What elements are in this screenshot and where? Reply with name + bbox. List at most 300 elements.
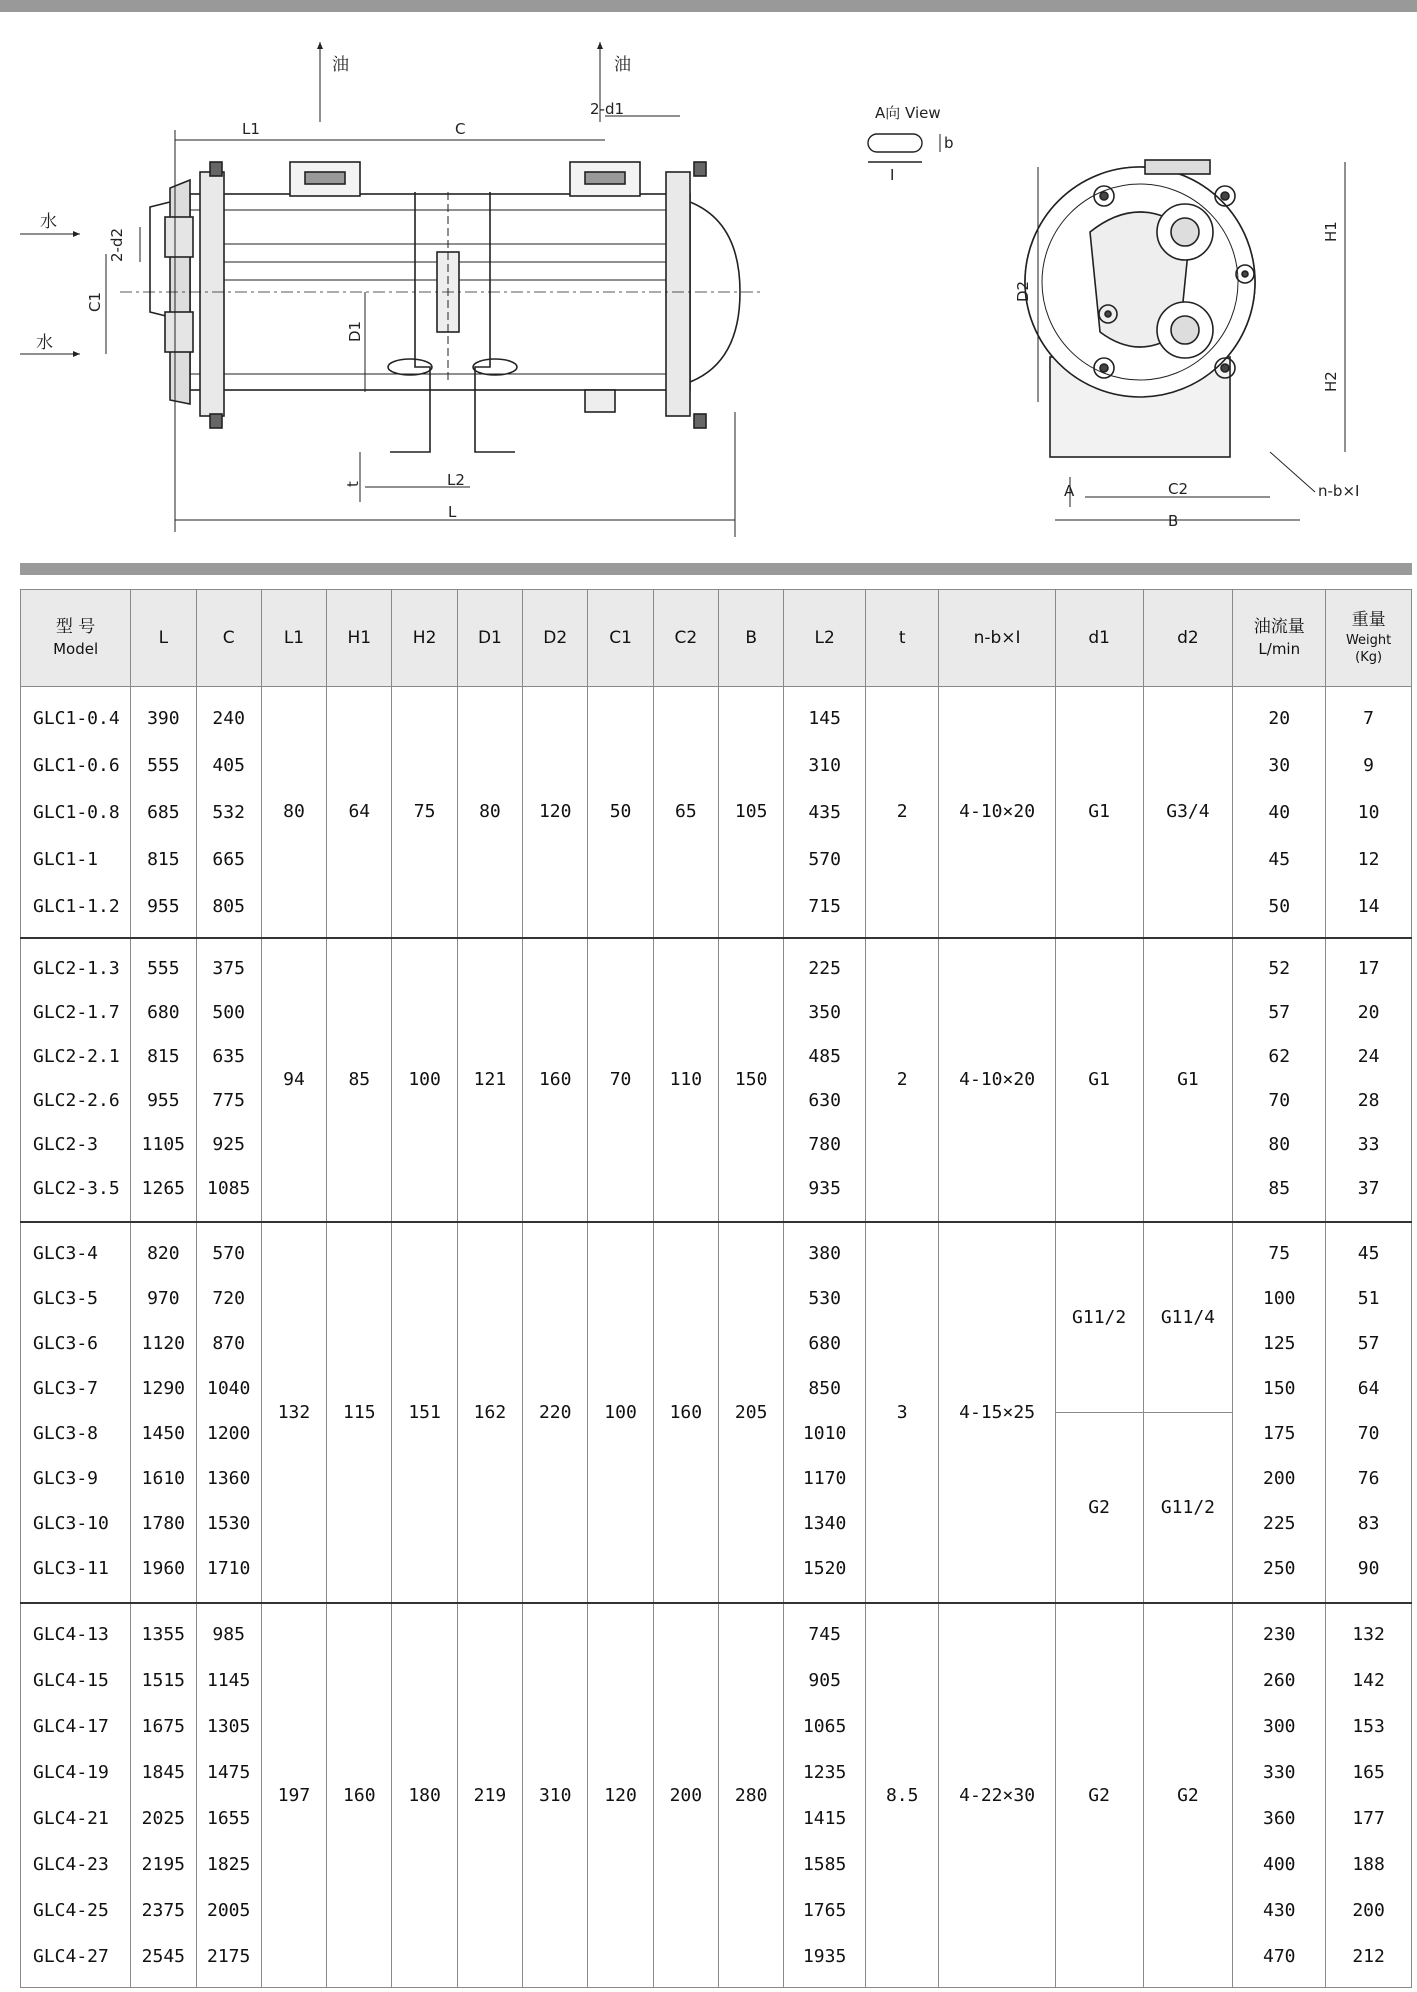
flow-value: 200 bbox=[1263, 1467, 1296, 1489]
weight-cell bbox=[1326, 938, 1412, 1222]
flow-value: 150 bbox=[1263, 1377, 1296, 1399]
D1-cell: 219 bbox=[457, 1603, 522, 1988]
d2-cell: G3/4 bbox=[1143, 687, 1233, 938]
flow-value: 85 bbox=[1268, 1178, 1291, 1199]
L2-value: 1340 bbox=[802, 1512, 847, 1534]
L2-value: 1065 bbox=[802, 1716, 847, 1737]
C1-cell: 100 bbox=[588, 1222, 653, 1603]
table-header-row bbox=[21, 590, 1412, 687]
weight-value: 14 bbox=[1357, 896, 1380, 917]
header-d1: d1 bbox=[1055, 590, 1143, 687]
weight-value: 20 bbox=[1357, 1002, 1380, 1023]
L1-cell: 197 bbox=[261, 1603, 326, 1988]
L-cell bbox=[131, 1222, 196, 1603]
model-group-row bbox=[21, 1603, 1412, 1988]
flow-value: 225 bbox=[1263, 1512, 1296, 1534]
weight-value: 24 bbox=[1357, 1046, 1380, 1067]
model-name: GLC3-5 bbox=[33, 1287, 99, 1309]
header-B: B bbox=[719, 590, 784, 687]
flow-value: 40 bbox=[1268, 802, 1291, 823]
C-value: 870 bbox=[212, 1332, 245, 1354]
model-name: GLC3-9 bbox=[33, 1467, 99, 1489]
L-value: 2545 bbox=[141, 1946, 186, 1967]
D2-cell: 220 bbox=[523, 1222, 588, 1603]
C-value: 375 bbox=[212, 958, 245, 979]
D2-cell: 310 bbox=[523, 1603, 588, 1988]
L2-value: 1935 bbox=[802, 1946, 847, 1967]
model-name: GLC4-17 bbox=[33, 1716, 109, 1737]
L1-cell: 94 bbox=[261, 938, 326, 1222]
L-value: 1105 bbox=[141, 1134, 186, 1155]
weight-value: 12 bbox=[1357, 849, 1380, 870]
d1-value: G2 bbox=[1056, 1412, 1143, 1602]
C1-cell: 120 bbox=[588, 1603, 653, 1988]
L2-value: 850 bbox=[808, 1377, 841, 1399]
header-t: t bbox=[865, 590, 938, 687]
flow-value: 80 bbox=[1268, 1134, 1291, 1155]
d1-cell: G1 bbox=[1055, 938, 1143, 1222]
header-H1: H1 bbox=[327, 590, 392, 687]
cooler-technical-drawing bbox=[0, 12, 1417, 563]
L2-value: 745 bbox=[808, 1624, 841, 1645]
model-name: GLC2-3 bbox=[33, 1134, 99, 1155]
C-value: 665 bbox=[212, 849, 245, 870]
header-model: 型 号 Model bbox=[21, 590, 131, 687]
svg-text:A: A bbox=[1064, 482, 1075, 500]
weight-value: 28 bbox=[1357, 1090, 1380, 1111]
L2-value: 630 bbox=[808, 1090, 841, 1111]
flow-value: 45 bbox=[1268, 849, 1291, 870]
L-value: 1780 bbox=[141, 1512, 186, 1534]
model-name: GLC3-4 bbox=[33, 1242, 99, 1264]
L-value: 390 bbox=[147, 708, 180, 729]
C-value: 1305 bbox=[206, 1716, 251, 1737]
model-name: GLC2-2.1 bbox=[33, 1046, 120, 1067]
L2-value: 1415 bbox=[802, 1808, 847, 1829]
model-name: GLC3-10 bbox=[33, 1512, 109, 1534]
C-value: 635 bbox=[212, 1046, 245, 1067]
C-value: 240 bbox=[212, 708, 245, 729]
flow-value: 300 bbox=[1263, 1716, 1296, 1737]
D2-cell: 160 bbox=[523, 938, 588, 1222]
flow-value: 75 bbox=[1268, 1242, 1291, 1264]
model-name: GLC1-0.4 bbox=[33, 708, 120, 729]
L2-cell bbox=[784, 1603, 866, 1988]
L-value: 555 bbox=[147, 755, 180, 776]
L-value: 1610 bbox=[141, 1467, 186, 1489]
nbI-cell: 4-15×25 bbox=[939, 1222, 1055, 1603]
weight-value: 37 bbox=[1357, 1178, 1380, 1199]
svg-text:B: B bbox=[1168, 512, 1179, 530]
L2-value: 380 bbox=[808, 1242, 841, 1264]
model-name: GLC1-1 bbox=[33, 849, 99, 870]
flow-value: 430 bbox=[1263, 1900, 1296, 1921]
d1-value: G11/2 bbox=[1072, 1306, 1127, 1328]
flow-value: 330 bbox=[1263, 1762, 1296, 1783]
d1-cell bbox=[1055, 1222, 1143, 1603]
weight-value: 76 bbox=[1357, 1467, 1380, 1489]
L2-value: 1170 bbox=[802, 1467, 847, 1489]
nbI-cell: 4-10×20 bbox=[939, 687, 1055, 938]
flow-value: 62 bbox=[1268, 1046, 1291, 1067]
L2-value: 905 bbox=[808, 1670, 841, 1691]
L-value: 955 bbox=[147, 1090, 180, 1111]
flow-value: 20 bbox=[1268, 708, 1291, 729]
model-name: GLC1-0.6 bbox=[33, 755, 120, 776]
models-cell bbox=[21, 687, 131, 938]
L-value: 970 bbox=[147, 1287, 180, 1309]
flow-cell bbox=[1233, 687, 1326, 938]
model-name: GLC3-8 bbox=[33, 1422, 99, 1444]
svg-text:t: t bbox=[344, 481, 362, 487]
svg-text:油: 油 bbox=[332, 55, 349, 75]
L-value: 820 bbox=[147, 1242, 180, 1264]
model-name: GLC1-0.8 bbox=[33, 802, 120, 823]
weight-value: 165 bbox=[1352, 1762, 1385, 1783]
L-value: 955 bbox=[147, 896, 180, 917]
models-cell bbox=[21, 938, 131, 1222]
model-group-row bbox=[21, 1222, 1412, 1603]
svg-text:L2: L2 bbox=[447, 471, 465, 489]
flow-cell bbox=[1233, 1603, 1326, 1988]
model-name: GLC4-15 bbox=[33, 1670, 109, 1691]
C-cell bbox=[196, 1222, 261, 1603]
models-cell bbox=[21, 1603, 131, 1988]
C-value: 1825 bbox=[206, 1854, 251, 1875]
header-oil-flow: 油流量 L/min bbox=[1233, 590, 1326, 687]
C-value: 1040 bbox=[206, 1377, 251, 1399]
svg-text:L: L bbox=[448, 503, 457, 521]
weight-value: 10 bbox=[1357, 802, 1380, 823]
C2-cell: 200 bbox=[653, 1603, 718, 1988]
weight-value: 9 bbox=[1363, 755, 1375, 776]
header-D1: D1 bbox=[457, 590, 522, 687]
L-value: 680 bbox=[147, 1002, 180, 1023]
model-name: GLC4-27 bbox=[33, 1946, 109, 1967]
header-C1: C1 bbox=[588, 590, 653, 687]
weight-cell bbox=[1326, 1603, 1412, 1988]
L-value: 815 bbox=[147, 849, 180, 870]
L-cell bbox=[131, 687, 196, 938]
H1-cell: 64 bbox=[327, 687, 392, 938]
d2-value: G11/2 bbox=[1144, 1412, 1233, 1602]
header-L2: L2 bbox=[784, 590, 866, 687]
drain-plug bbox=[585, 390, 615, 412]
C-value: 1145 bbox=[206, 1670, 251, 1691]
weight-value: 7 bbox=[1363, 708, 1375, 729]
end-view bbox=[1025, 160, 1255, 457]
C-value: 925 bbox=[212, 1134, 245, 1155]
model-group-row bbox=[21, 938, 1412, 1222]
L-value: 1265 bbox=[141, 1178, 186, 1199]
weight-value: 142 bbox=[1352, 1670, 1385, 1691]
L1-cell: 80 bbox=[261, 687, 326, 938]
L2-value: 935 bbox=[808, 1178, 841, 1199]
model-name: GLC4-13 bbox=[33, 1624, 109, 1645]
header-L1: L1 bbox=[261, 590, 326, 687]
water-port-top bbox=[165, 217, 193, 257]
H2-cell: 180 bbox=[392, 1603, 457, 1988]
L-value: 2195 bbox=[141, 1854, 186, 1875]
L-value: 555 bbox=[147, 958, 180, 979]
left-end-flange bbox=[200, 172, 224, 416]
svg-text:D1: D1 bbox=[346, 320, 364, 342]
C-value: 1360 bbox=[206, 1467, 251, 1489]
section-divider-bar bbox=[20, 563, 1412, 575]
model-name: GLC4-23 bbox=[33, 1854, 109, 1875]
nbI-cell: 4-10×20 bbox=[939, 938, 1055, 1222]
C-value: 985 bbox=[212, 1624, 245, 1645]
C-value: 1200 bbox=[206, 1422, 251, 1444]
L-cell bbox=[131, 1603, 196, 1988]
weight-value: 177 bbox=[1352, 1808, 1385, 1829]
header-L: L bbox=[131, 590, 196, 687]
header-d2: d2 bbox=[1143, 590, 1233, 687]
svg-text:C: C bbox=[455, 120, 466, 138]
H2-cell: 151 bbox=[392, 1222, 457, 1603]
weight-value: 57 bbox=[1357, 1332, 1380, 1354]
svg-text:D2: D2 bbox=[1014, 280, 1032, 302]
L2-value: 530 bbox=[808, 1287, 841, 1309]
B-cell: 205 bbox=[719, 1222, 784, 1603]
weight-value: 51 bbox=[1357, 1287, 1380, 1309]
d2-value: G11/4 bbox=[1160, 1306, 1216, 1328]
t-cell: 2 bbox=[865, 938, 938, 1222]
svg-text:2-d1: 2-d1 bbox=[590, 100, 625, 118]
side-view-dimensions bbox=[20, 42, 735, 537]
C-value: 720 bbox=[212, 1287, 245, 1309]
L2-value: 780 bbox=[808, 1134, 841, 1155]
C1-cell: 70 bbox=[588, 938, 653, 1222]
bracket-left bbox=[390, 192, 430, 452]
model-name: GLC3-6 bbox=[33, 1332, 99, 1354]
specifications-table bbox=[20, 589, 1412, 1988]
header-C: C bbox=[196, 590, 261, 687]
svg-text:2-d2: 2-d2 bbox=[108, 227, 126, 262]
C1-cell: 50 bbox=[588, 687, 653, 938]
C-cell bbox=[196, 1603, 261, 1988]
L-value: 1845 bbox=[141, 1762, 186, 1783]
flow-value: 230 bbox=[1263, 1624, 1296, 1645]
B-cell: 280 bbox=[719, 1603, 784, 1988]
weight-cell bbox=[1326, 1222, 1412, 1603]
flow-value: 470 bbox=[1263, 1946, 1296, 1967]
svg-text:C2: C2 bbox=[1168, 480, 1189, 498]
header-C2: C2 bbox=[653, 590, 718, 687]
C-value: 1085 bbox=[206, 1178, 251, 1199]
L-value: 1450 bbox=[141, 1422, 186, 1444]
H1-cell: 115 bbox=[327, 1222, 392, 1603]
C2-cell: 160 bbox=[653, 1222, 718, 1603]
L2-value: 715 bbox=[808, 896, 841, 917]
svg-text:C1: C1 bbox=[86, 291, 104, 312]
t-cell: 8.5 bbox=[865, 1603, 938, 1988]
L2-value: 350 bbox=[808, 1002, 841, 1023]
flow-value: 250 bbox=[1263, 1557, 1296, 1579]
models-cell bbox=[21, 1222, 131, 1603]
H1-cell: 160 bbox=[327, 1603, 392, 1988]
svg-text:水: 水 bbox=[40, 212, 57, 232]
flow-value: 70 bbox=[1268, 1090, 1291, 1111]
model-name: GLC2-3.5 bbox=[33, 1178, 120, 1199]
D1-cell: 80 bbox=[457, 687, 522, 938]
model-name: GLC3-11 bbox=[33, 1557, 109, 1579]
model-name: GLC3-7 bbox=[33, 1377, 99, 1399]
svg-text:n-b×I: n-b×I bbox=[1318, 482, 1360, 500]
L2-cell bbox=[784, 1222, 866, 1603]
L-value: 1120 bbox=[141, 1332, 186, 1354]
L2-value: 225 bbox=[808, 958, 841, 979]
weight-value: 17 bbox=[1357, 958, 1380, 979]
L2-value: 145 bbox=[808, 708, 841, 729]
weight-value: 64 bbox=[1357, 1377, 1380, 1399]
flow-value: 125 bbox=[1263, 1332, 1296, 1354]
d2-cell bbox=[1143, 1222, 1233, 1603]
side-view bbox=[120, 162, 760, 452]
svg-text:I: I bbox=[890, 166, 895, 184]
svg-text:b: b bbox=[944, 134, 954, 152]
right-end-flange bbox=[666, 172, 690, 416]
C-value: 1710 bbox=[206, 1557, 251, 1579]
model-name: GLC2-1.7 bbox=[33, 1002, 120, 1023]
weight-value: 200 bbox=[1352, 1900, 1385, 1921]
C-value: 1475 bbox=[206, 1762, 251, 1783]
header-nbI: n-b×I bbox=[939, 590, 1055, 687]
header-D2: D2 bbox=[523, 590, 588, 687]
L-value: 2025 bbox=[141, 1808, 186, 1829]
D2-cell: 120 bbox=[523, 687, 588, 938]
weight-value: 33 bbox=[1357, 1134, 1380, 1155]
H2-cell: 100 bbox=[392, 938, 457, 1222]
L2-value: 485 bbox=[808, 1046, 841, 1067]
model-name: GLC2-2.6 bbox=[33, 1090, 120, 1111]
d1-cell: G1 bbox=[1055, 687, 1143, 938]
flow-value: 100 bbox=[1263, 1287, 1296, 1309]
flow-value: 400 bbox=[1263, 1854, 1296, 1875]
t-cell: 3 bbox=[865, 1222, 938, 1603]
C-value: 1655 bbox=[206, 1808, 251, 1829]
L-value: 815 bbox=[147, 1046, 180, 1067]
flow-value: 50 bbox=[1268, 896, 1291, 917]
L2-value: 1585 bbox=[802, 1854, 847, 1875]
L-cell bbox=[131, 938, 196, 1222]
d2-cell: G2 bbox=[1143, 1603, 1233, 1988]
svg-text:油: 油 bbox=[614, 55, 631, 75]
D1-cell: 121 bbox=[457, 938, 522, 1222]
flow-value: 360 bbox=[1263, 1808, 1296, 1829]
model-group-row bbox=[21, 687, 1412, 938]
L2-value: 570 bbox=[808, 849, 841, 870]
flow-value: 175 bbox=[1263, 1422, 1296, 1444]
C-value: 2175 bbox=[206, 1946, 251, 1967]
model-name: GLC1-1.2 bbox=[33, 896, 120, 917]
weight-value: 70 bbox=[1357, 1422, 1380, 1444]
D1-cell: 162 bbox=[457, 1222, 522, 1603]
flow-cell bbox=[1233, 938, 1326, 1222]
L2-value: 680 bbox=[808, 1332, 841, 1354]
d1-cell: G2 bbox=[1055, 1603, 1143, 1988]
water-port-bottom bbox=[165, 312, 193, 352]
L2-value: 1520 bbox=[802, 1557, 847, 1579]
nbI-cell: 4-22×30 bbox=[939, 1603, 1055, 1988]
weight-value: 212 bbox=[1352, 1946, 1385, 1967]
C-value: 500 bbox=[212, 1002, 245, 1023]
model-name: GLC4-21 bbox=[33, 1808, 109, 1829]
L-value: 685 bbox=[147, 802, 180, 823]
L2-value: 1235 bbox=[802, 1762, 847, 1783]
C-value: 2005 bbox=[206, 1900, 251, 1921]
svg-text:H2: H2 bbox=[1322, 371, 1340, 392]
L2-cell bbox=[784, 938, 866, 1222]
model-name: GLC2-1.3 bbox=[33, 958, 120, 979]
C-value: 1530 bbox=[206, 1512, 251, 1534]
svg-text:水: 水 bbox=[36, 333, 53, 353]
d2-cell: G1 bbox=[1143, 938, 1233, 1222]
view-a-detail bbox=[868, 134, 940, 162]
header-weight: 重量 Weight (Kg) bbox=[1326, 590, 1412, 687]
weight-value: 132 bbox=[1352, 1624, 1385, 1645]
header-H2: H2 bbox=[392, 590, 457, 687]
L1-cell: 132 bbox=[261, 1222, 326, 1603]
svg-text:L1: L1 bbox=[242, 120, 260, 138]
model-name: GLC4-25 bbox=[33, 1900, 109, 1921]
weight-cell bbox=[1326, 687, 1412, 938]
H1-cell: 85 bbox=[327, 938, 392, 1222]
C-value: 805 bbox=[212, 896, 245, 917]
bracket-right bbox=[475, 192, 515, 452]
L2-value: 435 bbox=[808, 802, 841, 823]
weight-value: 90 bbox=[1357, 1557, 1380, 1579]
t-cell: 2 bbox=[865, 687, 938, 938]
C-value: 570 bbox=[212, 1242, 245, 1264]
B-cell: 150 bbox=[719, 938, 784, 1222]
flow-cell bbox=[1233, 1222, 1326, 1603]
L2-value: 1010 bbox=[802, 1422, 847, 1444]
L-value: 1960 bbox=[141, 1557, 186, 1579]
L-value: 1290 bbox=[141, 1377, 186, 1399]
flow-value: 57 bbox=[1268, 1002, 1291, 1023]
B-cell: 105 bbox=[719, 687, 784, 938]
top-divider-bar bbox=[0, 0, 1417, 12]
L-value: 1675 bbox=[141, 1716, 186, 1737]
flow-value: 260 bbox=[1263, 1670, 1296, 1691]
flow-value: 52 bbox=[1268, 958, 1291, 979]
C2-cell: 65 bbox=[653, 687, 718, 938]
L-value: 1515 bbox=[141, 1670, 186, 1691]
C-cell bbox=[196, 938, 261, 1222]
L2-value: 1765 bbox=[802, 1900, 847, 1921]
H2-cell: 75 bbox=[392, 687, 457, 938]
C-value: 775 bbox=[212, 1090, 245, 1111]
C2-cell: 110 bbox=[653, 938, 718, 1222]
C-cell bbox=[196, 687, 261, 938]
side-view-labels bbox=[36, 55, 631, 521]
L2-value: 310 bbox=[808, 755, 841, 776]
svg-text:A向 View: A向 View bbox=[875, 104, 941, 122]
weight-value: 188 bbox=[1352, 1854, 1385, 1875]
weight-value: 45 bbox=[1357, 1242, 1380, 1264]
weight-value: 83 bbox=[1357, 1512, 1380, 1534]
C-value: 532 bbox=[212, 802, 245, 823]
L2-cell bbox=[784, 687, 866, 938]
svg-text:H1: H1 bbox=[1322, 221, 1340, 242]
L-value: 2375 bbox=[141, 1900, 186, 1921]
model-name: GLC4-19 bbox=[33, 1762, 109, 1783]
flow-value: 30 bbox=[1268, 755, 1291, 776]
C-value: 405 bbox=[212, 755, 245, 776]
L-value: 1355 bbox=[141, 1624, 186, 1645]
weight-value: 153 bbox=[1352, 1716, 1385, 1737]
